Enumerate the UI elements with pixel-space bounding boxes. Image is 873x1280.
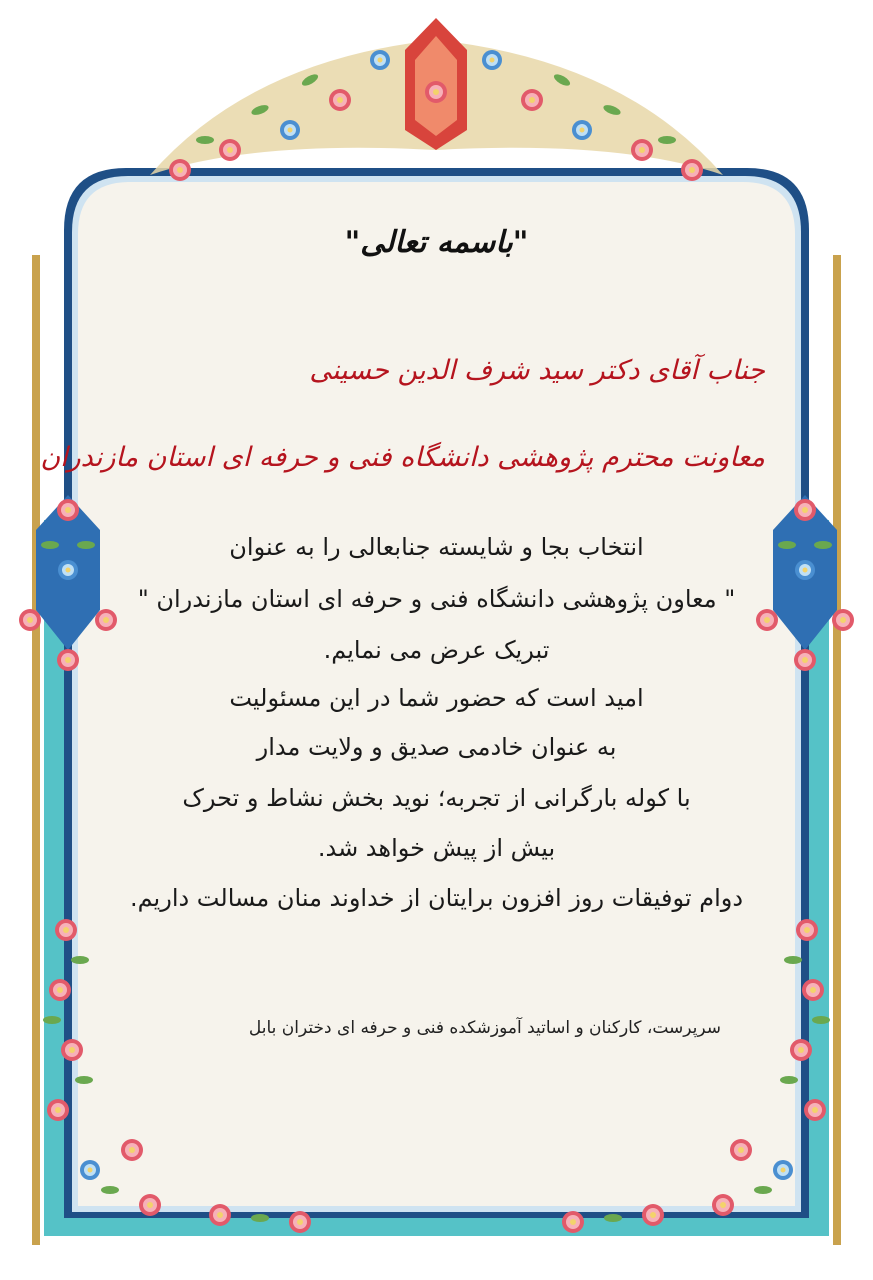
signature-line: سرپرست، کارکنان و اساتید آموزشکده فنی و حرفه ای دختران بابل xyxy=(248,1018,721,1038)
body-line: " معاون پژوهشی دانشگاه فنی و حرفه ای استان مازندران " xyxy=(137,585,736,613)
body-line: دوام توفیقات روز افزون برایتان از خداوند منان مسالت داریم. xyxy=(129,884,744,912)
body-line: تبریک عرض می نمایم. xyxy=(323,636,550,664)
addressee-title: معاونت محترم پژوهشی دانشگاه فنی و حرفه ای استان مازندران xyxy=(40,442,765,473)
body-line: بیش از پیش خواهد شد. xyxy=(317,834,556,862)
body-line: امید است که حضور شما در این مسئولیت xyxy=(229,684,644,712)
top-floral-ornament xyxy=(150,18,723,181)
gold-border-right xyxy=(833,255,841,1245)
body-line: انتخاب بجا و شایسته جنابعالی را به عنوان xyxy=(229,533,644,561)
body-line: با کوله بارگرانی از تجربه؛ نوید بخش نشاط و تحرک xyxy=(182,784,691,812)
addressee-name: جناب آقای دکتر سید شرف الدین حسینی xyxy=(309,355,765,386)
gold-border-left xyxy=(32,255,40,1245)
body-line: به عنوان خادمی صدیق و ولایت مدار xyxy=(256,733,617,761)
heading-invocation: "باسمه تعالی" xyxy=(344,225,529,260)
